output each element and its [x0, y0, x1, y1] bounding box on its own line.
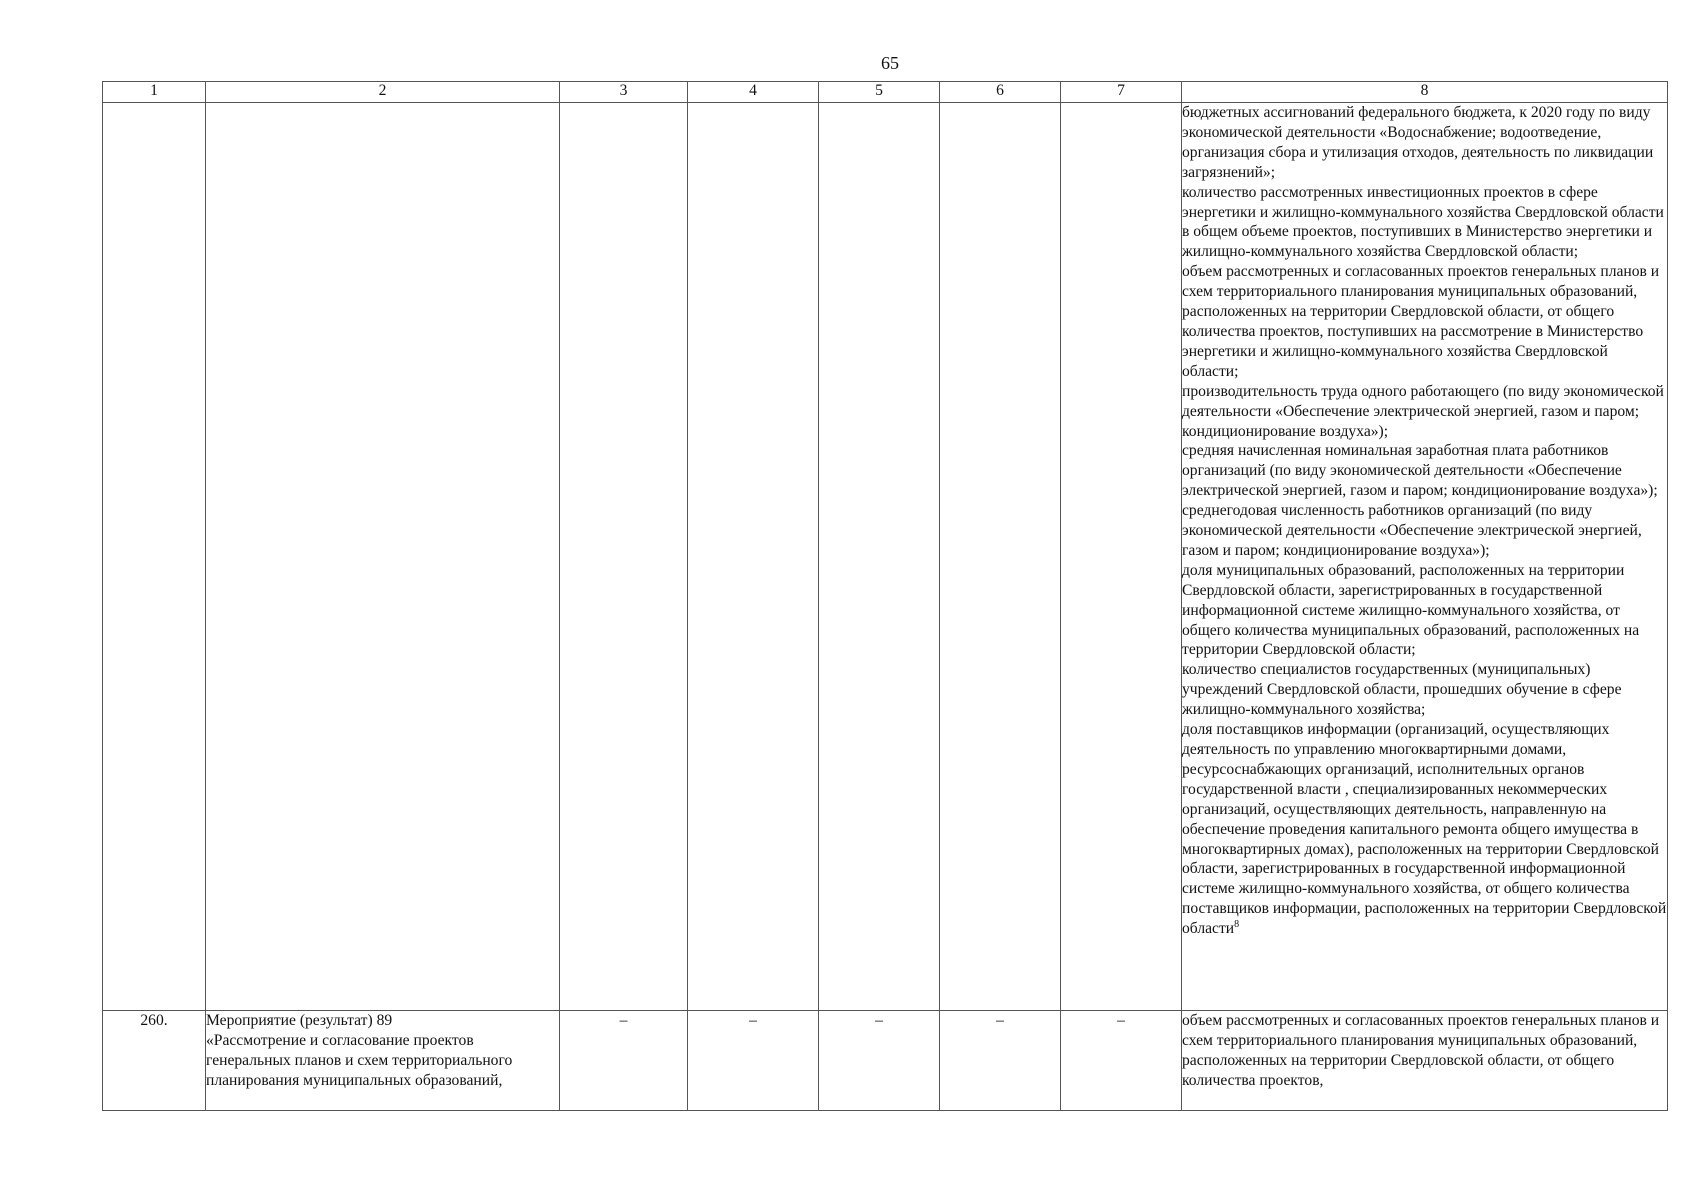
measure-text: «Рассмотрение и согласование проектов генеральных планов и схем территориального планирования муниципальных образований, [206, 1031, 513, 1089]
cell-empty [819, 103, 940, 1011]
indicator-text: объем рассмотренных и согласованных проектов генеральных планов и схем территориального планирования муниципальных образований, расположенных на территории Свердловской области, от общего количества проектов, поступивших на рассмотрение в Министерство энергетики и жилищно-коммунального хозяйства Свердловской области; [1182, 263, 1660, 380]
cell-col-6: – [940, 1011, 1061, 1111]
cell-empty [940, 103, 1061, 1011]
cell-empty [103, 103, 206, 1011]
indicator-text: количество специалистов государственных (муниципальных) учреждений Свердловской области, прошедших обучение в сфере жилищно-коммунального хозяйства; [1182, 661, 1622, 719]
table-row-continuation [103, 103, 1668, 1011]
footnote-mark: 8 [1234, 918, 1240, 930]
measure-title: Мероприятие (результат) 89 [206, 1012, 393, 1029]
page-number: 65 [881, 53, 899, 73]
cell-empty [1061, 103, 1182, 1011]
cell-empty [688, 103, 819, 1011]
indicator-text: количество рассмотренных инвестиционных проектов в сфере энергетики и жилищно-коммунального хозяйства Свердловской области в общем объеме проектов, поступивших в Министерство энергетики и жилищно-коммунального хозяйства Свердловской области; [1182, 183, 1664, 261]
header-col-2: 2 [206, 82, 560, 103]
cell-col-4: – [688, 1011, 819, 1111]
header-col-8: 8 [1182, 82, 1668, 103]
indicators-list-cell [1182, 103, 1668, 1011]
indicator-text-last [1182, 720, 1667, 939]
header-col-3: 3 [560, 82, 688, 103]
header-col-4: 4 [688, 82, 819, 103]
header-row [103, 82, 1668, 103]
header-col-7: 7 [1061, 82, 1182, 103]
indicator-text: доля муниципальных образований, расположенных на территории Свердловской области, зарегистрированных в государственной информационной системе жилищно-коммунального хозяйства, от общего количества муниципальных образований, расположенных на территории Свердловской области; [1182, 561, 1640, 659]
indicator-text: средняя начисленная номинальная заработная плата работников организаций (по виду экономической деятельности «Обеспечение электрической энергией, газом и паром; кондиционирование воздуха»); [1182, 442, 1658, 500]
indicator-cell: объем рассмотренных и согласованных проектов генеральных планов и схем территориального планирования муниципальных образований, расположенных на территории Свердловской области, от общего количества проектов, [1182, 1011, 1668, 1111]
header-col-5: 5 [819, 82, 940, 103]
cell-col-5: – [819, 1011, 940, 1111]
indicator-text: бюджетных ассигнований федерального бюджета, к 2020 году по виду экономической деятельности «Водоснабжение; водоотведение, организация сбора и утилизация отходов, деятельность по ликвидации загрязнений»; [1182, 104, 1654, 181]
indicator-text: доля поставщиков информации (организаций, осуществляющих деятельность по управлению многоквартирными домами, ресурсоснабжающих организаций, исполнительных органов государственной власти , специализированных некоммерческих организаций, осуществляющих деятельность, направленную на обеспечение проведения капитального ремонта общего имущества в многоквартирных домах), расположенных на территории Свердловской области, зарегистрированных в государственной информационной системе жилищно-коммунального хозяйства, от общего количества поставщиков информации, расположенных на территории Свердловской области [1182, 721, 1667, 938]
header-col-1: 1 [103, 82, 206, 103]
row-number: 260. [103, 1011, 206, 1111]
header-col-6: 6 [940, 82, 1061, 103]
measure-description-cell [206, 1011, 560, 1111]
cell-empty [206, 103, 560, 1011]
cell-col-7: – [1061, 1011, 1182, 1111]
cell-empty [560, 103, 688, 1011]
indicators-table [102, 81, 1668, 1111]
cell-col-3: – [560, 1011, 688, 1111]
table-row-260 [103, 1011, 1668, 1111]
indicator-text: среднегодовая численность работников организаций (по виду экономической деятельности «Обеспечение электрической энергией, газом и паром; кондиционирование воздуха»); [1182, 502, 1642, 559]
indicator-text: производительность труда одного работающего (по виду экономической деятельности «Обеспечение электрической энергией, газом и паром; кондиционирование воздуха»); [1182, 382, 1664, 440]
